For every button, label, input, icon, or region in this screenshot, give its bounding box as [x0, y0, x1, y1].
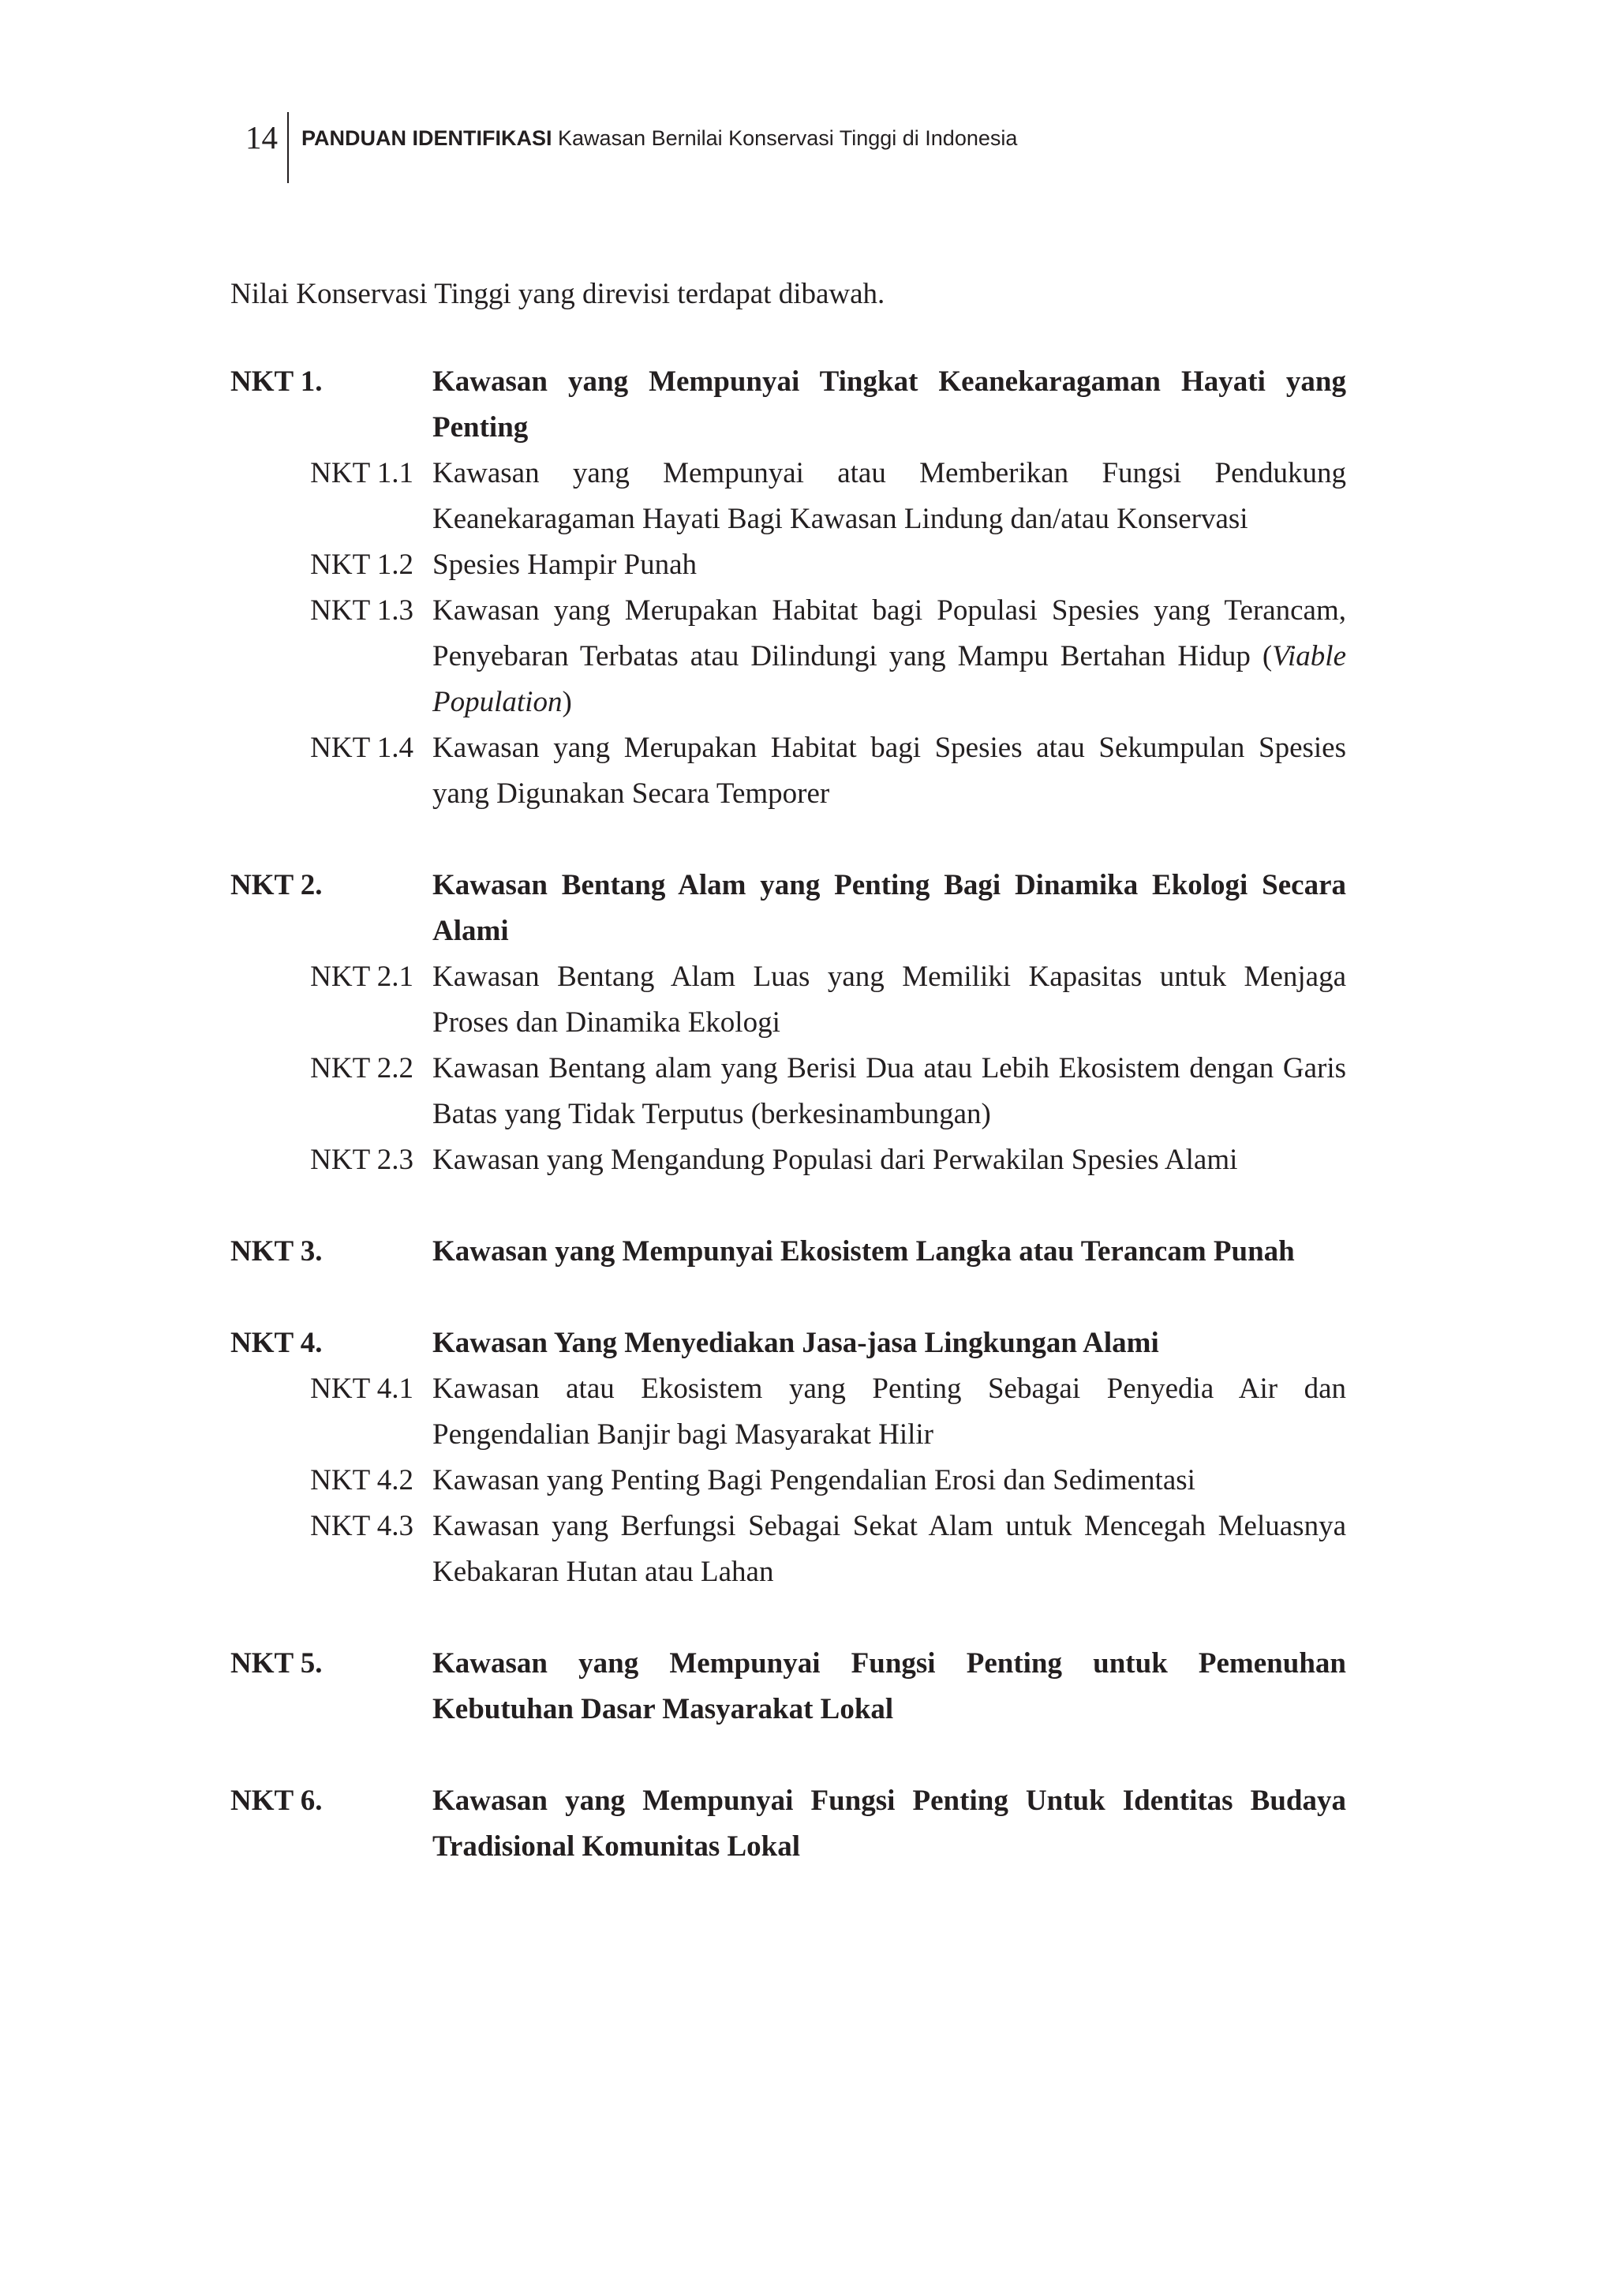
nkt-heading	[230, 1778, 1346, 1870]
nkt-heading	[230, 863, 1346, 954]
nkt-heading	[230, 359, 1346, 451]
nkt-title: Kawasan Yang Menyediakan Jasa-jasa Lingkungan Alami	[432, 1327, 1159, 1359]
nkt-subitem-code: NKT 4.3	[310, 1510, 413, 1542]
nkt-title: Kawasan yang Mempunyai Ekosistem Langka atau Terancam Punah	[432, 1235, 1295, 1268]
nkt-code: NKT 3.	[230, 1235, 323, 1268]
nkt-subitem	[230, 954, 1346, 1046]
nkt-subitem	[230, 1458, 1346, 1504]
nkt-subitem-text: Kawasan yang Mengandung Populasi dari Perwakilan Spesies Alami	[432, 1144, 1238, 1176]
page-number: 14	[245, 119, 278, 155]
nkt-title: Kawasan yang Mempunyai Fungsi Penting untuk Pemenuhan Kebutuhan Dasar Masyarakat Lokal	[432, 1647, 1346, 1725]
nkt-subitem-code: NKT 1.1	[310, 457, 413, 489]
nkt-subitem-text: Spesies Hampir Punah	[432, 549, 698, 581]
nkt-section	[230, 1229, 1346, 1275]
nkt-subitem-code: NKT 1.2	[310, 549, 413, 581]
nkt-code: NKT 5.	[230, 1647, 323, 1680]
nkt-subitem	[230, 1046, 1346, 1137]
nkt-subitem-text	[432, 588, 1346, 725]
nkt-subitem-code: NKT 2.1	[310, 961, 413, 993]
nkt-subitem-text: Kawasan atau Ekosistem yang Penting Sebagai Penyedia Air dan Pengendalian Banjir bagi Masyarakat Hilir	[432, 1373, 1346, 1451]
nkt-subitem-text: Kawasan Bentang Alam Luas yang Memiliki Kapasitas untuk Menjaga Proses dan Dinamika Ekologi	[432, 961, 1346, 1039]
nkt-title: Kawasan yang Mempunyai Tingkat Keanekaragaman Hayati yang Penting	[432, 365, 1346, 444]
nkt-subitem	[230, 451, 1346, 542]
nkt-heading	[230, 1641, 1346, 1732]
nkt-heading	[230, 1320, 1346, 1366]
nkt-subitem	[230, 1137, 1346, 1183]
nkt-subitem-code: NKT 4.2	[310, 1464, 413, 1496]
nkt-subitem-text-close: )	[562, 686, 572, 718]
running-title-regular: Kawasan Bernilai Konservasi Tinggi di Indonesia	[558, 126, 1018, 150]
nkt-subitem-text: Kawasan yang Merupakan Habitat bagi Spesies atau Sekumpulan Spesies yang Digunakan Secara Temporer	[432, 732, 1346, 810]
nkt-subitem-text-main: Kawasan yang Merupakan Habitat bagi Populasi Spesies yang Terancam, Penyebaran Terbatas atau Dilindungi yang Mampu Bertahan Hidup (	[432, 594, 1346, 672]
nkt-section	[230, 1641, 1346, 1732]
nkt-code: NKT 6.	[230, 1785, 323, 1817]
nkt-subitem-code: NKT 1.4	[310, 732, 413, 764]
nkt-list	[230, 359, 1346, 1916]
nkt-subitem	[230, 588, 1346, 725]
nkt-title: Kawasan Bentang Alam yang Penting Bagi Dinamika Ekologi Secara Alami	[432, 869, 1346, 947]
nkt-subitem-text: Kawasan Bentang alam yang Berisi Dua atau Lebih Ekosistem dengan Garis Batas yang Tidak Terputus (berkesinambungan)	[432, 1052, 1346, 1130]
nkt-subitem	[230, 1504, 1346, 1595]
nkt-subitem-code: NKT 1.3	[310, 594, 413, 627]
page-header	[241, 112, 1425, 185]
running-title	[301, 128, 1017, 149]
nkt-subitem	[230, 542, 1346, 588]
nkt-code: NKT 2.	[230, 869, 323, 901]
nkt-section	[230, 1320, 1346, 1595]
nkt-subitem-code: NKT 2.3	[310, 1144, 413, 1176]
nkt-subitem-text-italic: Viable Population	[432, 640, 1346, 718]
running-title-bold: PANDUAN IDENTIFIKASI	[301, 126, 552, 150]
header-divider	[287, 112, 289, 183]
nkt-code: NKT 4.	[230, 1327, 323, 1359]
nkt-code: NKT 1.	[230, 365, 323, 398]
nkt-subitem-text: Kawasan yang Penting Bagi Pengendalian Erosi dan Sedimentasi	[432, 1464, 1195, 1496]
nkt-title: Kawasan yang Mempunyai Fungsi Penting Untuk Identitas Budaya Tradisional Komunitas Lokal	[432, 1785, 1346, 1863]
nkt-heading	[230, 1229, 1346, 1275]
intro-paragraph: Nilai Konservasi Tinggi yang direvisi terdapat dibawah.	[230, 278, 885, 310]
nkt-subitem-code: NKT 2.2	[310, 1052, 413, 1084]
nkt-section	[230, 1778, 1346, 1870]
nkt-section	[230, 359, 1346, 817]
nkt-section	[230, 863, 1346, 1183]
nkt-subitem	[230, 1366, 1346, 1458]
nkt-subitem-text: Kawasan yang Berfungsi Sebagai Sekat Alam untuk Mencegah Meluasnya Kebakaran Hutan atau Lahan	[432, 1510, 1346, 1588]
nkt-subitem-code: NKT 4.1	[310, 1373, 413, 1405]
nkt-subitem	[230, 725, 1346, 817]
nkt-subitem-text: Kawasan yang Mempunyai atau Memberikan Fungsi Pendukung Keanekaragaman Hayati Bagi Kawasan Lindung dan/atau Konservasi	[432, 457, 1346, 535]
